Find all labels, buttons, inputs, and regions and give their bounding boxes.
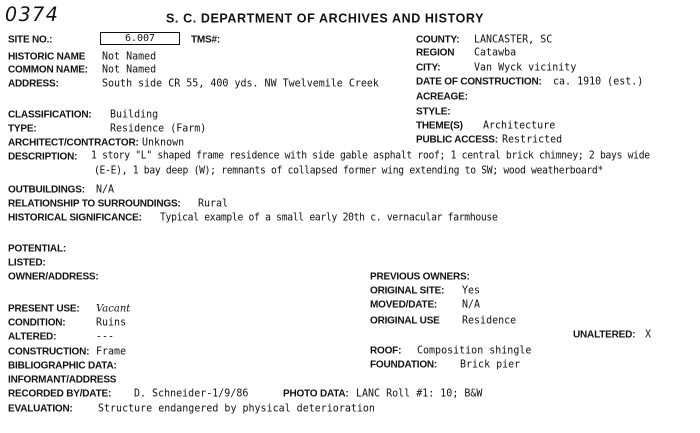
altered-label: ALTERED: (8, 331, 57, 343)
informant-label: INFORMANT/ADDRESS (8, 374, 117, 386)
site-no-label: SITE NO.: (8, 34, 53, 46)
description-line-1: 1 story "L" shaped frame residence with side gable asphalt roof; 1 central brick chimney; 2 bays wide (91, 150, 650, 162)
unaltered-value: X (645, 329, 652, 341)
evaluation-value: Structure endangered by physical deterioration (98, 403, 375, 415)
address-value: South side CR 55, 400 yds. NW Twelvemile Creek (102, 78, 379, 90)
city-value: Van Wyck vicinity (474, 62, 577, 74)
classification-value: Building (110, 109, 159, 121)
original-use-value: Residence (462, 315, 517, 327)
historic-name-label: HISTORIC NAME (8, 51, 86, 63)
bibliographic-label: BIBLIOGRAPHIC DATA: (8, 360, 117, 372)
condition-value: Ruins (96, 317, 127, 329)
historic-name-value: Not Named (102, 51, 157, 63)
outbuildings-label: OUTBUILDINGS: (8, 184, 85, 196)
tms-label: TMS#: (191, 34, 221, 46)
photo-data-label: PHOTO DATA: (283, 388, 349, 400)
site-no-value: 6.007 (124, 33, 156, 44)
county-value: LANCASTER, SC (474, 34, 553, 46)
significance-label: HISTORICAL SIGNIFICANCE: (8, 212, 142, 224)
foundation-value: Brick pier (460, 359, 521, 371)
public-access-label: PUBLIC ACCESS: (416, 134, 498, 146)
region-label: REGION (416, 47, 455, 59)
type-label: TYPE: (8, 123, 37, 135)
site-no-box (100, 32, 180, 45)
unaltered-label: UNALTERED: (573, 329, 636, 341)
condition-label: CONDITION: (8, 317, 66, 329)
altered-value: --- (96, 331, 115, 343)
roof-label: ROOF: (370, 345, 402, 357)
style-label: STYLE: (416, 106, 451, 118)
date-of-construction-value: ca. 1910 (est.) (553, 76, 644, 88)
recorded-by-label: RECORDED BY/DATE: (8, 388, 112, 400)
moved-date-label: MOVED/DATE: (370, 299, 438, 311)
photo-data-value: LANC Roll #1: 10; B&W (356, 388, 483, 400)
common-name-value: Not Named (102, 64, 157, 76)
card-title: S. C. DEPARTMENT OF ARCHIVES AND HISTORY (166, 10, 484, 26)
original-site-value: Yes (462, 285, 481, 297)
original-use-label: ORIGINAL USE (370, 315, 440, 327)
potential-label: POTENTIAL: (8, 243, 66, 255)
themes-value: Architecture (483, 120, 556, 132)
themes-label: THEME(S) (416, 120, 463, 132)
original-site-label: ORIGINAL SITE: (370, 285, 445, 297)
roof-value: Composition shingle (417, 345, 532, 357)
county-label: COUNTY: (416, 34, 460, 46)
city-label: CITY: (416, 62, 441, 74)
region-value: Catawba (474, 47, 517, 59)
type-value: Residence (Farm) (110, 123, 207, 135)
significance-value: Typical example of a small early 20th c. vernacular farmhouse (160, 212, 498, 224)
architect-label: ARCHITECT/CONTRACTOR: (8, 137, 139, 149)
moved-date-value: N/A (462, 299, 481, 311)
previous-owners-label: PREVIOUS OWNERS: (370, 271, 470, 283)
listed-label: LISTED: (8, 257, 46, 269)
common-name-label: COMMON NAME: (8, 64, 88, 76)
foundation-label: FOUNDATION: (370, 359, 438, 371)
date-of-construction-label: DATE OF CONSTRUCTION: (416, 76, 542, 88)
relationship-value: Rural (198, 198, 229, 210)
present-use-label: PRESENT USE: (8, 303, 80, 315)
public-access-value: Restricted (502, 134, 563, 146)
description-line-2: (E-E), 1 bay deep (W); remnants of collapsed former wing extending to SW; wood weatherboard* (94, 165, 603, 177)
file-number: 0374 (5, 2, 60, 27)
recorded-by-value: D. Schneider-1/9/86 (134, 388, 249, 400)
acreage-label: ACREAGE: (416, 91, 468, 103)
description-label: DESCRIPTION: (8, 151, 78, 163)
present-use-value: Vacant (96, 303, 131, 315)
construction-label: CONSTRUCTION: (8, 346, 90, 358)
architect-value: Unknown (142, 137, 185, 149)
construction-value: Frame (96, 346, 127, 358)
classification-label: CLASSIFICATION: (8, 109, 92, 121)
outbuildings-value: N/A (96, 184, 115, 196)
evaluation-label: EVALUATION: (8, 403, 73, 415)
address-label: ADDRESS: (8, 78, 59, 90)
owner-label: OWNER/ADDRESS: (8, 271, 99, 283)
relationship-label: RELATIONSHIP TO SURROUNDINGS: (8, 198, 181, 210)
